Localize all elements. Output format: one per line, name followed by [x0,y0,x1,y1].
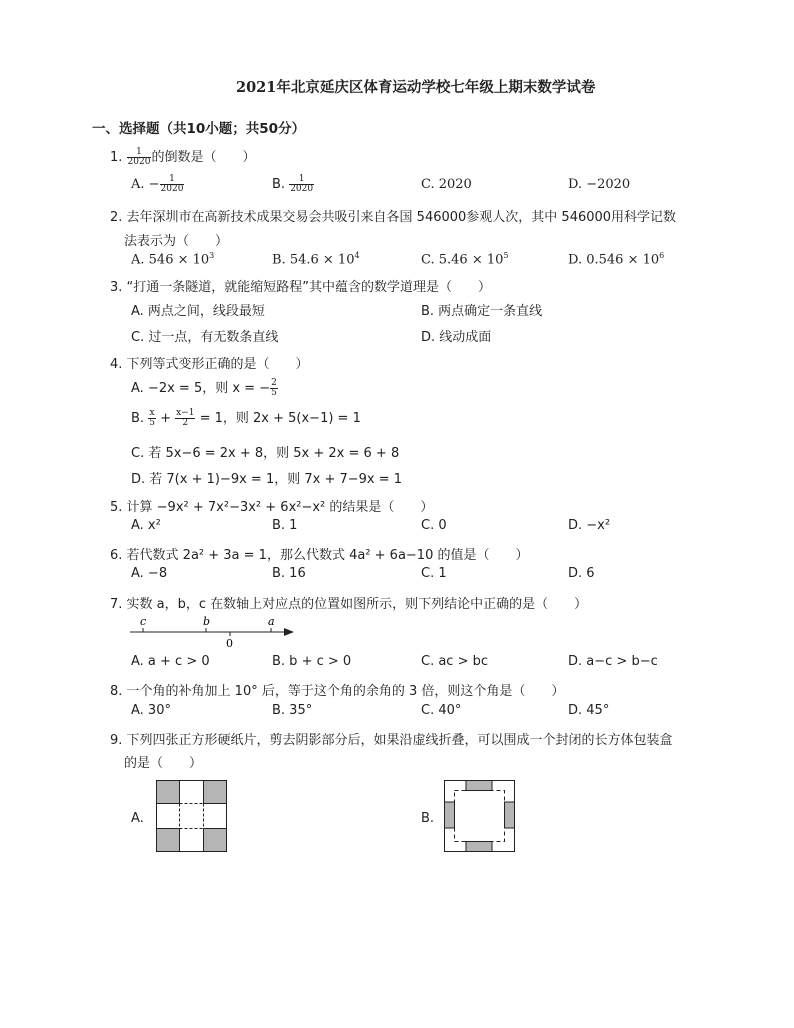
q1-option-c[interactable]: C. 2020 [421,177,472,192]
question-6-stem: 6. 若代数式 2a² + 3a = 1，那么代数式 4a² + 6a−10 的值是（ ） [110,548,529,563]
q8-option-a[interactable]: A. 30° [131,703,171,718]
q8-option-b[interactable]: B. 35° [272,703,313,718]
label-b: b [203,615,211,628]
q2-option-a[interactable]: A. $546 \times 10^3$ [131,251,215,268]
q1-option-a[interactable]: A. − $\frac{1}{2020}$ [131,174,184,194]
q8-option-c[interactable]: C. 40° [421,703,462,718]
q7-option-d[interactable]: D. a−c > b−c [568,654,658,669]
question-text: 的倒数是（ ） [151,150,256,165]
q9-option-a[interactable]: A. [131,811,144,826]
q5-option-b[interactable]: B. 1 [272,518,298,533]
shaded-corner [204,829,227,852]
q4-option-c[interactable]: C. 若 5x−6 = 2x + 8，则 5x + 2x = 6 + 8 [131,446,400,461]
q2-option-b[interactable]: B. $54.6 \times 10^4$ [272,251,360,268]
fraction: $\frac{1}{2020}$ [127,147,151,167]
section-heading: 一、选择题（共10小题；共50分） [92,121,306,137]
q3-option-d[interactable]: D. 线动成面 [421,330,492,345]
q6-option-d[interactable]: D. 6 [568,566,595,581]
question-number: 1. [110,150,123,165]
q9-option-b[interactable]: B. [421,811,435,826]
q5-option-d[interactable]: D. −x² [568,518,611,533]
question-9-stem-line1: 9. 下列四张正方形硬纸片，剪去阴影部分后，如果沿虚线折叠，可以围成一个封闭的长方体包装盒 [110,733,673,748]
shaded-tab [466,842,492,852]
q3-option-b[interactable]: B. 两点确定一条直线 [421,304,543,319]
label-c: c [140,615,147,628]
q3-option-a[interactable]: A. 两点之间，线段最短 [131,304,265,319]
shaded-tab [505,802,515,828]
q7-option-b[interactable]: B. b + c > 0 [272,654,352,669]
q2-option-c[interactable]: C. $5.46 \times 10^5$ [421,251,509,268]
question-8-stem: 8. 一个角的补角加上 10° 后，等于这个角的余角的 3 倍，则这个角是（ ） [110,684,565,699]
q4-option-d[interactable]: D. 若 7(x + 1)−9x = 1，则 7x + 7−9x = 1 [131,472,403,487]
question-1-stem [110,146,255,167]
label-zero: 0 [226,637,233,650]
shaded-tab [445,802,455,828]
question-2-stem-line1: 2. 去年深圳市在高新技术成果交易会共吸引来自各国 546000参观人次，其中 546000用科学记数 [110,210,677,225]
question-7-stem: 7. 实数 a，b，c 在数轴上对应点的位置如图所示，则下列结论中正确的是（ ） [110,597,588,612]
question-3-stem: 3. “打通一条隧道，就能缩短路程”其中蕴含的数学道理是（ ） [110,280,492,295]
q4-option-b[interactable]: B. $\frac{x}{5}$ + $\frac{x-1}{2}$ = 1，则 2x + 5(x−1) = 1 [131,408,361,428]
q9-figure-a [156,780,228,853]
q4-option-a[interactable]: A. −2x = 5，则 x = − $\frac{2}{5}$ [131,378,277,398]
q2-option-d[interactable]: D. $0.546 \times 10^6$ [568,251,665,268]
question-4-stem: 4. 下列等式变形正确的是（ ） [110,357,309,372]
label-a: a [268,615,275,628]
q7-option-a[interactable]: A. a + c > 0 [131,654,210,669]
q1-option-b[interactable]: B. $\frac{1}{2020}$ [272,174,314,194]
shaded-corner [157,829,180,852]
page-title: 2021年北京延庆区体育运动学校七年级上期末数学试卷 [236,79,596,96]
arrow-head-icon [284,628,294,636]
shaded-tab [466,781,492,791]
q7-option-c[interactable]: C. ac > bc [421,654,489,669]
q1-option-d[interactable]: D. −2020 [568,177,631,192]
question-5-stem: 5. 计算 −9x² + 7x²−3x² + 6x²−x² 的结果是（ ） [110,500,434,515]
q6-option-b[interactable]: B. 16 [272,566,306,581]
number-line-figure [126,612,301,652]
shaded-corner [204,781,227,804]
question-9-stem-line2: 的是（ ） [124,756,203,771]
question-2-stem-line2: 法表示为（ ） [124,234,229,249]
q5-option-c[interactable]: C. 0 [421,518,447,533]
q6-option-c[interactable]: C. 1 [421,566,447,581]
q3-option-c[interactable]: C. 过一点，有无数条直线 [131,330,279,345]
q5-option-a[interactable]: A. x² [131,518,161,533]
q6-option-a[interactable]: A. −8 [131,566,168,581]
q8-option-d[interactable]: D. 45° [568,703,610,718]
q9-figure-b [444,780,516,853]
shaded-corner [157,781,180,804]
